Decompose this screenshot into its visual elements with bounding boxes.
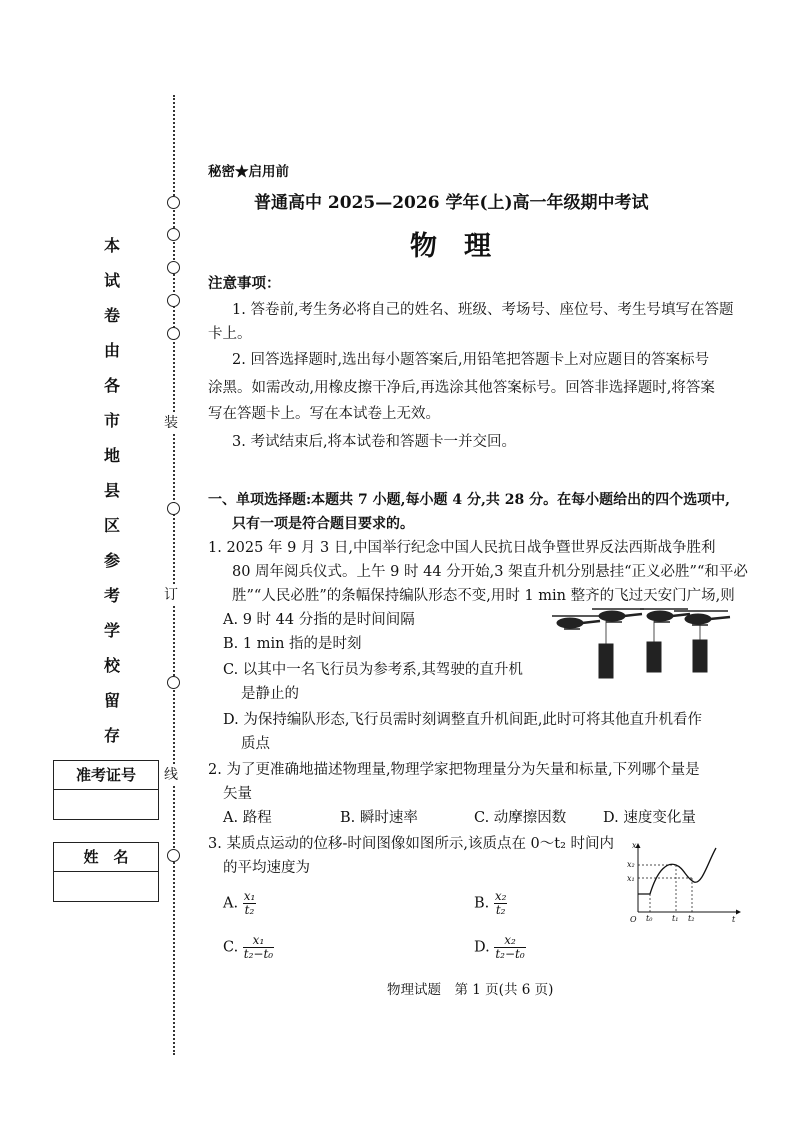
x-tick-label: t₀ [646,914,653,923]
y-tick-label: x₁ [627,874,635,883]
q3-option-b [474,890,507,917]
q3-option-a-label: A. [223,895,239,912]
numerator: x₁ [243,889,256,903]
fraction [494,934,525,961]
binding-hole [167,676,180,689]
x-tick-label: t₂ [688,914,695,923]
question-3: 3. 某质点运动的位移-时间图像如图所示,该质点在 0～t₂ 时间内 [208,836,615,852]
notice-char: 留 [104,691,121,710]
denominator: t₂ [495,903,506,917]
numerator: x₂ [494,934,525,948]
q3-option-b-label: B. [474,895,490,912]
q3-option-a [223,890,256,917]
q1-option-c-cont: 是静止的 [241,686,299,702]
x-tick-label: t₁ [672,914,679,923]
bind-char-zhuang: 装 [164,412,178,432]
bind-char-ding: 订 [164,584,178,604]
binding-hole [167,502,180,515]
fraction [243,890,257,917]
y-axis-label: x [632,842,637,850]
question-3-line2: 的平均速度为 [223,860,310,876]
notes-title: 注意事项： [208,275,281,292]
notice-char: 学 [104,621,121,640]
q2-option-b: B. 瞬时速率 [340,810,418,826]
binding-hole [167,261,180,274]
origin-label: O [630,915,637,924]
notice-char: 各 [104,376,121,395]
denominator: t₂−t₀ [495,947,525,961]
q3-option-d [474,934,526,961]
question-1-line3: 胜”“人民必胜”的条幅保持编队形态不变,用时 1 min 整齐的飞过天安门广场,则 [232,588,735,604]
q1-option-c: C. 以其中一名飞行员为参考系,其驾驶的直升机 [223,662,523,678]
notice-char: 考 [104,586,121,605]
t-axis-arrow [736,910,741,915]
admission-number-label: 准考证号 [54,761,158,790]
secret-mark: 秘密★启用前 [208,164,289,180]
denominator: t₂ [244,903,255,917]
question-1-line2: 80 周年阅兵仪式。上午 9 时 44 分开始,3 架直升机分别悬挂“正义必胜”“和平必 [232,564,748,580]
q2-option-d: D. 速度变化量 [603,810,696,826]
binding-hole [167,294,180,307]
q3-option-d-label: D. [474,939,490,956]
notice-char: 卷 [104,306,121,325]
notice-char: 县 [104,481,121,500]
notice-char: 区 [104,516,121,535]
binding-hole [167,327,180,340]
note-2-cont2: 写在答题卡上。写在本试卷上无效。 [208,406,440,422]
fraction [494,890,508,917]
notice-char: 市 [104,411,121,430]
binding-hole [167,228,180,241]
note-2: 2. 回答选择题时,选出每小题答案后,用铅笔把答题卡上对应题目的答案标号 [232,352,710,368]
notice-char: 试 [104,271,121,290]
xt-curve [638,848,716,894]
q1-option-d-cont: 质点 [241,736,270,752]
q1-option-b: B. 1 min 指的是时刻 [223,636,362,652]
note-1-cont: 卡上。 [208,326,252,342]
numerator: x₁ [243,934,274,948]
xt-graph [618,842,742,926]
q3-option-c [223,934,274,961]
question-2-line2: 矢量 [223,786,252,802]
q3-option-c-label: C. [223,939,239,956]
name-box [53,842,159,902]
q2-option-c: C. 动摩擦因数 [474,810,567,826]
q2-option-a: A. 路程 [223,810,272,826]
note-1: 1. 答卷前,考生务必将自己的姓名、班级、考场号、座位号、考生号填写在答题 [232,302,734,318]
fraction [243,934,274,961]
exam-title: 普通高中 2025—2026 学年(上)高一年级期中考试 [254,193,649,213]
notice-char: 参 [104,551,121,570]
notice-char: 存 [104,726,121,745]
helicopter-formation-image [548,606,734,684]
admission-number-box [53,760,159,820]
question-1: 1. 2025 年 9 月 3 日,中国举行纪念中国人民抗日战争暨世界反法西斯战争胜利 [208,540,716,556]
y-tick-label: x₂ [627,860,635,869]
helicopter-illustration [548,606,734,684]
bind-char-xian: 线 [164,764,178,784]
note-2-cont: 涂黑。如需改动,用橡皮擦干净后,再选涂其他答案标号。回答非选择题时,将答案 [208,380,715,396]
notice-char: 本 [104,236,121,255]
q1-option-a: A. 9 时 44 分指的是时间间隔 [223,612,415,628]
section-heading: 一、单项选择题:本题共 7 小题,每小题 4 分,共 28 分。在每小题给出的四个选项中, [208,492,730,508]
notice-char: 由 [104,341,121,360]
binding-hole [167,196,180,209]
section-heading-cont: 只有一项是符合题目要求的。 [232,516,414,532]
x-axis-label: t [732,915,736,924]
note-3: 3. 考试结束后,将本试卷和答题卡一并交回。 [232,434,517,450]
numerator: x₂ [494,889,507,903]
notice-char: 地 [104,446,121,465]
page-footer: 物理试题 第 1 页(共 6 页) [387,982,554,998]
question-2: 2. 为了更准确地描述物理量,物理学家把物理量分为矢量和标量,下列哪个量是 [208,762,700,778]
subject-title: 物 理 [410,231,491,262]
notice-char: 校 [104,656,121,675]
name-field[interactable] [54,872,158,900]
name-label: 姓 名 [54,843,158,872]
admission-number-field[interactable] [54,790,158,818]
q1-option-d: D. 为保持编队形态,飞行员需时刻调整直升机间距,此时可将其他直升机看作 [223,712,703,728]
xt-graph-svg [618,842,742,926]
binding-hole [167,849,180,862]
denominator: t₂−t₀ [243,947,274,961]
